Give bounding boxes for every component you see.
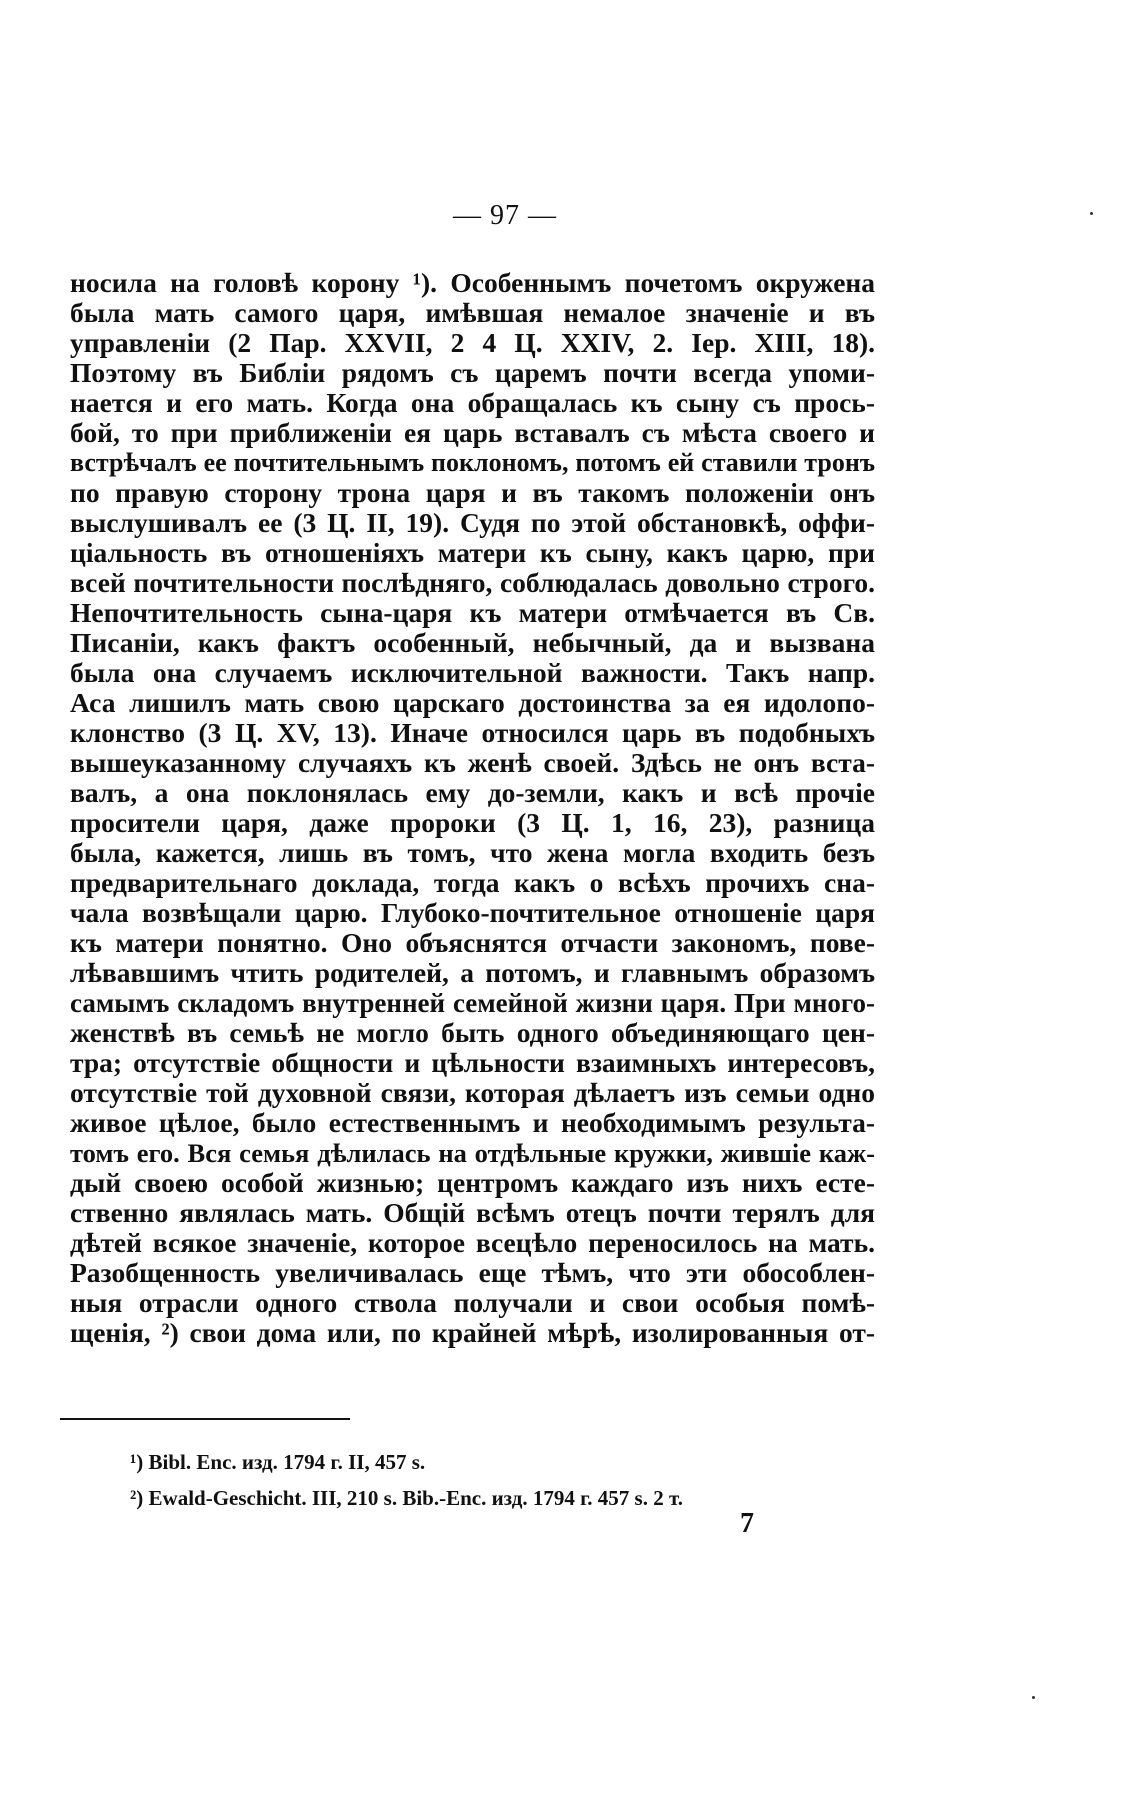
text-line: дѣтей всякое значеніе, которое всецѣло переносилось на мать. [70, 1228, 875, 1258]
text-line: живое цѣлое, было естественнымъ и необходимымъ результа- [70, 1108, 875, 1138]
text-line: щенія, ²) свои дома или, по крайней мѣрѣ, изолированныя от- [70, 1318, 875, 1348]
footnote: ²) Ewald-Geschicht. III, 210 s. Bib.-Enc. изд. 1794 г. 457 s. 2 т. [130, 1486, 683, 1510]
text-line: всей почтительности послѣдняго, соблюдалась довольно строго. [70, 568, 875, 598]
text-line: управленіи (2 Пар. XXVII, 2 4 Ц. XXIV, 2. Іер. XIII, 18). [70, 328, 875, 358]
text-line: Аса лишилъ мать свою царскаго достоинства за ея идолопо- [70, 688, 875, 718]
text-line: была, кажется, лишь въ томъ, что жена могла входить безъ [70, 838, 875, 868]
text-line: отсутствіе той духовной связи, которая дѣлаетъ изъ семьи одно [70, 1078, 875, 1108]
text-line: носила на головѣ корону ¹). Особеннымъ почетомъ окружена [70, 268, 875, 298]
text-line: выслушивалъ ее (3 Ц. II, 19). Судя по этой обстановкѣ, оффи- [70, 508, 875, 538]
text-line: нается и его мать. Когда она обращалась къ сыну съ прось- [70, 388, 875, 418]
text-line: самымъ складомъ внутренней семейной жизни царя. При много- [70, 988, 875, 1018]
text-line: клонство (3 Ц. XV, 13). Иначе относился царь въ подобныхъ [70, 718, 875, 748]
text-line: лѣвавшимъ чтить родителей, а потомъ, и главнымъ образомъ [70, 958, 875, 988]
text-line: чала возвѣщали царю. Глубоко-почтительное отношеніе царя [70, 898, 875, 928]
text-line: была она случаемъ исключительной важности. Такъ напр. [70, 658, 875, 688]
signature-mark: 7 [740, 1508, 754, 1539]
text-line: къ матери понятно. Оно объяснятся отчасти закономъ, пове- [70, 928, 875, 958]
text-line: ціальность въ отношеніяхъ матери къ сыну, какъ царю, при [70, 538, 875, 568]
text-line: бой, то при приближеніи ея царь вставалъ съ мѣста своего и [70, 418, 875, 448]
text-line: тра; отсутствіе общности и цѣльности взаимныхъ интересовъ, [70, 1048, 875, 1078]
text-line: валъ, а она поклонялась ему до-земли, какъ и всѣ прочіе [70, 778, 875, 808]
text-line: встрѣчалъ ее почтительнымъ поклономъ, потомъ ей ставили тронъ [70, 448, 875, 477]
page-number: — 97 — [453, 200, 557, 231]
text-line: томъ его. Вся семья дѣлилась на отдѣльные кружки, жившіе каж- [70, 1138, 875, 1168]
text-line: просители царя, даже пророки (3 Ц. 1, 16, 23), разница [70, 808, 875, 838]
text-line: Писаніи, какъ фактъ особенный, небычный, да и вызвана [70, 628, 875, 658]
text-line: Разобщенность увеличивалась еще тѣмъ, что эти обособлен- [70, 1258, 875, 1288]
scan-speck [1090, 212, 1093, 215]
body-text [70, 268, 875, 1348]
text-line: Поэтому въ Библіи рядомъ съ царемъ почти всегда упоми- [70, 358, 875, 388]
text-line: дый своею особой жизнью; центромъ каждаго изъ нихъ есте- [70, 1168, 875, 1198]
text-line: Непочтительность сына-царя къ матери отмѣчается въ Св. [70, 598, 875, 628]
text-line: вышеуказанному случаяхъ къ женѣ своей. Здѣсь не онъ вста- [70, 748, 875, 778]
footnote: ¹) Bibl. Enc. изд. 1794 г. II, 457 s. [130, 1450, 426, 1474]
text-line: ственно являлась мать. Общій всѣмъ отецъ почти терялъ для [70, 1198, 875, 1228]
text-line: женствѣ въ семьѣ не могло быть одного объединяющаго цен- [70, 1018, 875, 1048]
text-line: ныя отрасли одного ствола получали и свои особыя помѣ- [70, 1288, 875, 1318]
text-line: была мать самого царя, имѣвшая немалое значеніе и въ [70, 298, 875, 328]
footnote-divider [60, 1418, 350, 1420]
scan-speck [1032, 1696, 1035, 1699]
text-line: по правую сторону трона царя и въ такомъ положеніи онъ [70, 478, 875, 508]
text-line: предварительнаго доклада, тогда какъ о всѣхъ прочихъ сна- [70, 868, 875, 898]
